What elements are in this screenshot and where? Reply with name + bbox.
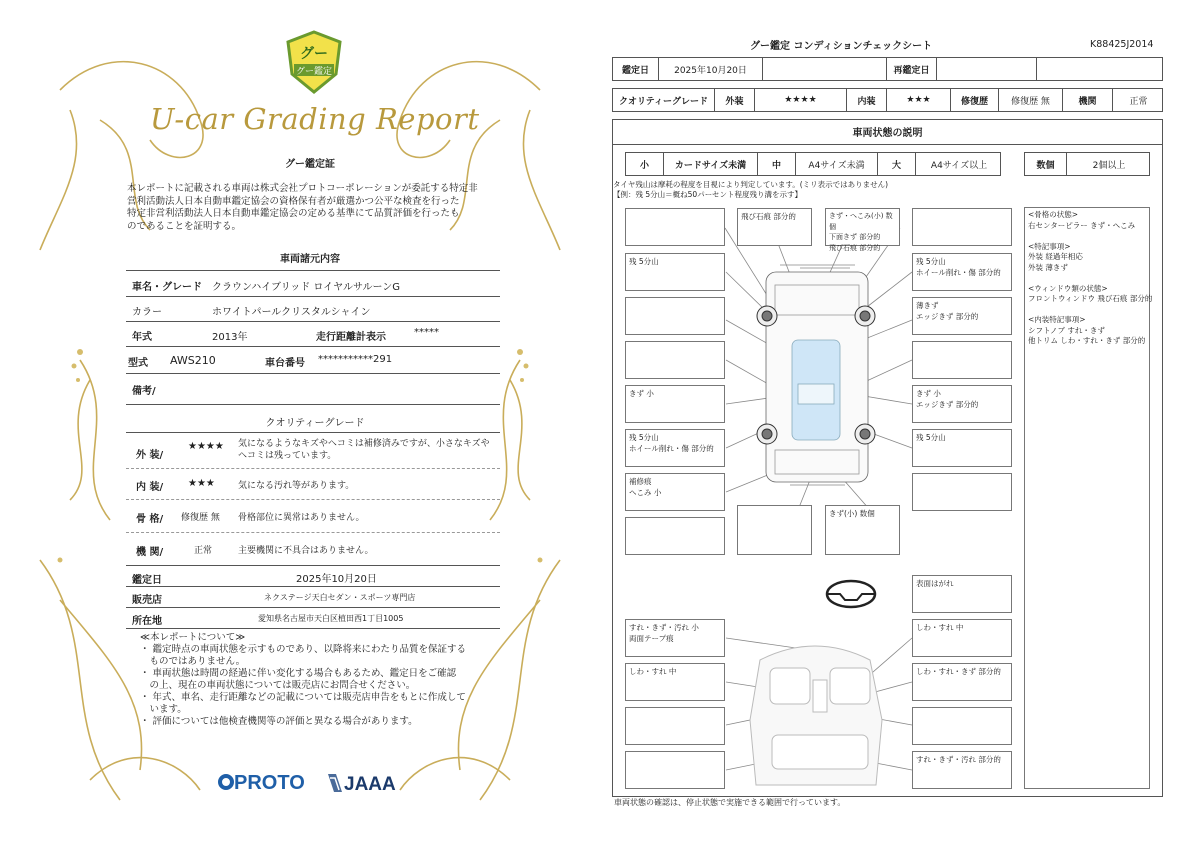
quality-row-interior: 内 装/ ★★★ 気になる汚れ等があります。	[126, 469, 500, 500]
grade-row: クオリティーグレード 外装 ★★★★ 内装 ★★★ 修復歴 修復歴 無 機関 正常	[612, 88, 1163, 112]
note-box: きず 小	[625, 385, 725, 423]
note-box: すれ・きず・汚れ 小 両面テープ痕	[625, 619, 725, 657]
note-box	[912, 707, 1012, 745]
svg-text:グー: グー	[300, 45, 328, 61]
svg-text:グー鑑定: グー鑑定	[295, 66, 333, 76]
note-box: きず 小 エッジきず 部分的	[912, 385, 1012, 423]
spec-row-remarks: 備考/	[126, 374, 500, 405]
date-row: 鑑定日 2025年10月20日 再鑑定日	[612, 57, 1163, 81]
shop-row: 販売店 ネクステージ天白セダン・スポーツ専門店	[126, 587, 500, 608]
note-box	[912, 473, 1012, 511]
report-id: K88425J2014	[1090, 39, 1154, 50]
jaaa-logo: JAAA	[326, 772, 416, 798]
note-box: しわ・すれ 中	[625, 663, 725, 701]
note-box	[625, 341, 725, 379]
note-box: 残 5分山	[912, 429, 1012, 467]
note-box: 残 5分山 ホイール削れ・傷 部分的	[912, 253, 1012, 291]
note-box: しわ・すれ・きず 部分的	[912, 663, 1012, 701]
notices-block: ≪本レポートについて≫ ・ 鑑定時点の車両状態を示すものであり、以降将来にわたり品質を保証する ものではありません。 ・ 車両状態は時間の経過に伴い変化する場合もあるため、鑑定日をご確認 の上、現在の車両状態については販売店にお問合せください。 ・ 年式、車名、走行距離などの記載については販売店申告をもとに作成して います。 ・ 評価については他検査機関等の評価と異なる場合があります。	[140, 632, 467, 727]
appraisal-date-row: 鑑定日 2025年10月20日	[126, 566, 500, 587]
spec-title: 車両諸元内容	[280, 254, 340, 265]
spec-row-color: カラー ホワイトパールクリスタルシャイン	[126, 297, 500, 322]
proto-logo-icon	[218, 774, 234, 790]
note-box	[625, 297, 725, 335]
note-box: 飛び石痕 部分的	[737, 208, 812, 246]
note-box: 薄きず エッジきず 部分的	[912, 297, 1012, 335]
goo-kantei-badge-icon	[286, 30, 342, 94]
section-title: 車両状態の説明	[612, 119, 1163, 145]
address-row: 所在地 愛知県名古屋市天白区植田西1丁目1005	[126, 608, 500, 629]
spec-row-year: 年式 2013年 走行距離計表示 *****	[126, 322, 500, 347]
divider	[126, 432, 500, 433]
footer-note: 車両状態の確認は、停止状態で実施できる範囲で行っています。	[614, 798, 846, 807]
note-box: きず・へこみ(小) 数個 下面きず 部分的 飛び石痕 部分的	[825, 208, 900, 246]
spec-row-name: 車名・グレード クラウンハイブリッド ロイヤルサルーンG	[126, 272, 500, 297]
cert-body: 本レポートに記載される車両は株式会社プロトコーポレーションが委託する特定非 営利活動法人日本自動車鑑定協会の資格保有者が厳選かつ公平な検査を行った 特定非営利活動法人日本自動車鑑定協会の定める基準にて品質評価を行ったも のであることを証明する。	[127, 183, 478, 232]
side-notes-panel	[1024, 207, 1153, 789]
report-logo-title: U-car Grading Report	[150, 102, 480, 136]
divider	[126, 270, 500, 271]
condition-check-sheet	[600, 0, 1200, 848]
note-box	[737, 505, 812, 555]
note-box	[912, 341, 1012, 379]
proto-logo: PROTO	[218, 772, 328, 798]
note-box	[625, 751, 725, 789]
note-box	[625, 517, 725, 555]
steering-wheel-icon	[827, 581, 875, 607]
quality-row-frame: 骨 格/ 修復歴 無 骨格部位に異常はありません。	[126, 500, 500, 533]
note-box: きず(小) 数個	[825, 505, 900, 555]
note-box: しわ・すれ 中	[912, 619, 1012, 657]
note-box: 残 5分山	[625, 253, 725, 291]
size-legend: 小 カードサイズ未満 中 A4サイズ未満 大 A4サイズ以上	[625, 152, 1001, 176]
quality-title: クオリティーグレード	[265, 418, 365, 429]
sheet-title: グー鑑定 コンディションチェックシート	[750, 41, 933, 52]
cert-title: グー鑑定証	[285, 159, 335, 170]
tire-note: タイヤ残山は摩耗の程度を目視により判定しています。(ミリ表示ではありません) 【例：残 5分山＝概ね50パーセント程度残り溝を示す】	[613, 180, 889, 199]
quality-row-engine: 機 関/ 正常 主要機関に不具合はありません。	[126, 533, 500, 566]
note-box	[912, 208, 1012, 246]
quality-row-exterior: 外 装/ ★★★★ 気になるようなキズやヘコミは補修済みですが、小さなキズや ヘコミは残っています。	[126, 434, 500, 469]
count-legend: 数個 2個以上	[1024, 152, 1150, 176]
note-box: 残 5分山 ホイール削れ・傷 部分的	[625, 429, 725, 467]
jaaa-logo-icon	[326, 772, 344, 794]
note-box: 表面はがれ	[912, 575, 1012, 613]
note-box: すれ・きず・汚れ 部分的	[912, 751, 1012, 789]
spec-row-model: 型式 AWS210 車台番号 ***********291	[126, 347, 500, 374]
note-box	[625, 208, 725, 246]
note-box	[625, 707, 725, 745]
note-box: 補修痕 へこみ 小	[625, 473, 725, 511]
side-notes-text: <骨格の状態> 右センターピラー きず・へこみ <特記事項> 外装 経過年相応 外装 薄きず <ウィンドウ類の状態> フロントウィンドウ 飛び石痕 部分的 <内装特記事項> シフトノブ すれ・きず 他トリム しわ・すれ・きず 部分的	[1028, 210, 1153, 345]
